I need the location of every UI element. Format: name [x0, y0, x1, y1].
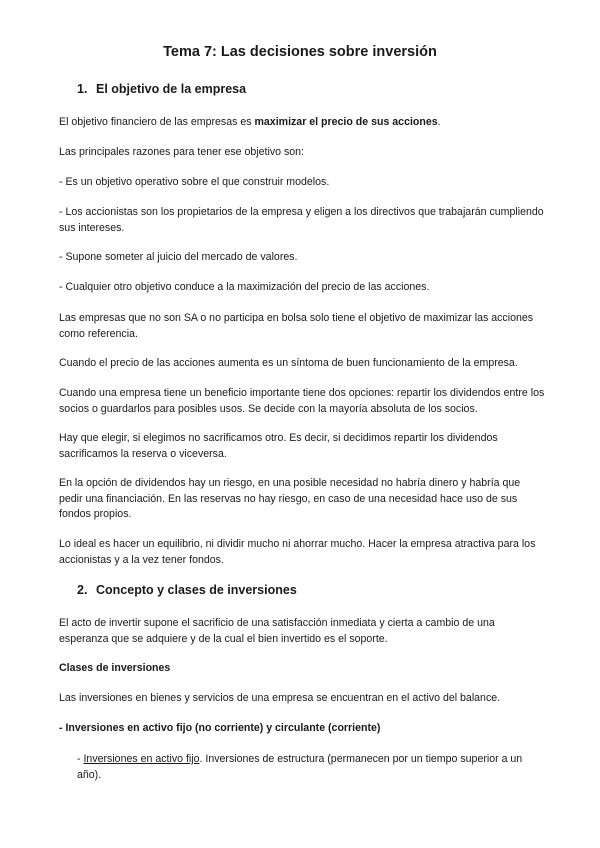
page-title: Tema 7: Las decisiones sobre inversión [163, 44, 437, 60]
paragraph: En la opción de dividendos hay un riesgo, en una posible necesidad no habría dinero y habría que pedir una financiación. En las reservas no hay riesgo, en caso de una necesidad hace uso de sus fondos propios. [59, 477, 521, 521]
paragraph: Hay que elegir, si elegimos no sacrificamos otro. Es decir, si decidimos repartir los dividendos sacrificamos la reserva o viceversa. [59, 432, 498, 460]
paragraph-intro [59, 115, 545, 131]
paragraph: Lo ideal es hacer un equilibrio, ni dividir mucho ni ahorrar mucho. Hacer la empresa atractiva para los accionistas y a la vez tener fondos. [59, 538, 536, 566]
section-heading-text: El objetivo de la empresa [96, 82, 247, 96]
paragraph: - Supone someter al juicio del mercado de valores. [59, 251, 298, 263]
paragraph: Las principales razones para tener ese objetivo son: [59, 146, 304, 158]
section-number: 1. [77, 82, 88, 96]
paragraph: - Cualquier otro objetivo conduce a la maximización del precio de las acciones. [59, 281, 430, 293]
subheading: Clases de inversiones [59, 662, 171, 674]
section-heading-2 [77, 583, 297, 597]
section-heading-text: Concepto y clases de inversiones [96, 583, 297, 597]
paragraph: - Los accionistas son los propietarios de la empresa y eligen a los directivos que trabajarán cumpliendo sus intereses. [59, 206, 544, 234]
paragraph: - Es un objetivo operativo sobre el que construir modelos. [59, 176, 330, 188]
intro-suffix: . [437, 116, 441, 128]
section-heading-1 [77, 82, 246, 96]
intro-text: El objetivo financiero de las empresas es [59, 116, 255, 128]
underlined-term: Inversiones en activo fijo [83, 753, 200, 765]
paragraph: Cuando el precio de las acciones aumenta es un síntoma de buen funcionamiento de la empresa. [59, 357, 518, 369]
paragraph: Las empresas que no son SA o no participa en bolsa solo tiene el objetivo de maximizar las acciones como referencia. [59, 312, 534, 340]
intro-bold: maximizar el precio de sus acciones [254, 116, 438, 128]
list-dash: - [77, 753, 84, 765]
sub-item-text: . Inversiones de estructura (permanecen por un tiempo superior a un año). [77, 753, 523, 781]
paragraph: Las inversiones en bienes y servicios de una empresa se encuentran en el activo del balance. [59, 692, 501, 704]
sub-list-item [77, 752, 545, 783]
section-number: 2. [77, 583, 88, 597]
bold-list-item: - Inversiones en activo fijo (no corriente) y circulante (corriente) [59, 722, 381, 734]
paragraph: Cuando una empresa tiene un beneficio importante tiene dos opciones: repartir los dividendos entre los socios o guardarlos para posibles usos. Se decide con la mayoría absoluta de los socios. [59, 387, 545, 415]
paragraph: El acto de invertir supone el sacrificio de una satisfacción inmediata y cierta a cambio de una esperanza que se adquiere y de la cual el bien invertido es el soporte. [59, 617, 495, 645]
